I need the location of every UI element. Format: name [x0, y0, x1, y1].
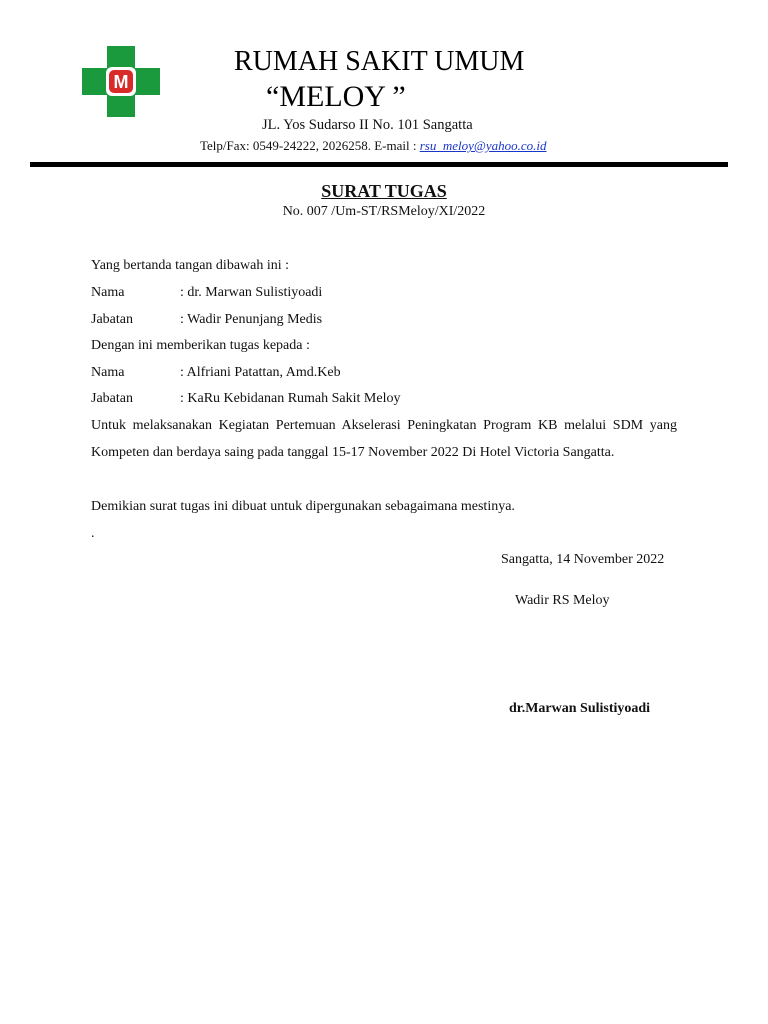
- logo-letter: M: [113, 72, 129, 92]
- assignee-name-row: [91, 365, 341, 381]
- email-link[interactable]: rsu_meloy@yahoo.co.id: [419, 138, 547, 153]
- closing-text: Demikian surat tugas ini dibuat untuk dipergunakan sebagaimana mestinya.: [91, 499, 515, 514]
- intro-text: Yang bertanda tangan dibawah ini :: [91, 258, 290, 273]
- signer-name-label: Nama: [91, 285, 125, 300]
- place-date: Sangatta, 14 November 2022: [501, 552, 665, 567]
- assignee-position-label: Jabatan: [91, 391, 133, 406]
- sign-name: dr.Marwan Sulistiyoadi: [509, 701, 651, 716]
- letterhead-divider: [30, 162, 728, 167]
- hospital-cross-logo-icon: [82, 46, 160, 117]
- assignee-name-label: Nama: [91, 365, 125, 380]
- document-number: No. 007 /Um-ST/RSMeloy/XI/2022: [282, 204, 486, 219]
- contact-phone: Telp/Fax: 0549-24222, 2026258. E-mail :: [200, 138, 420, 153]
- signer-name-row: [91, 285, 322, 301]
- sign-title: Wadir RS Meloy: [515, 593, 610, 608]
- separator-dot: .: [91, 526, 95, 541]
- assignee-name-value: : Alfriani Patattan, Amd.Keb: [180, 365, 341, 380]
- hospital-contact: [200, 138, 547, 154]
- assignee-position-value: : KaRu Kebidanan Rumah Sakit Meloy: [180, 391, 401, 406]
- document-title: SURAT TUGAS: [321, 181, 447, 201]
- purpose-paragraph: Untuk melaksanakan Kegiatan Pertemuan Akselerasi Peningkatan Program KB melalui SDM yang Kompeten dan berdaya saing pada tanggal 15-17 November 2022 Di Hotel Victoria Sangatta.: [91, 418, 677, 460]
- hospital-address: JL. Yos Sudarso II No. 101 Sangatta: [262, 117, 473, 133]
- signer-name-value: : dr. Marwan Sulistiyoadi: [180, 285, 323, 300]
- signer-position-value: : Wadir Penunjang Medis: [180, 312, 323, 327]
- assign-intro-text: Dengan ini memberikan tugas kepada :: [91, 338, 310, 353]
- assignee-position-row: [91, 391, 400, 407]
- signer-position-row: [91, 312, 322, 328]
- signer-position-label: Jabatan: [91, 312, 133, 327]
